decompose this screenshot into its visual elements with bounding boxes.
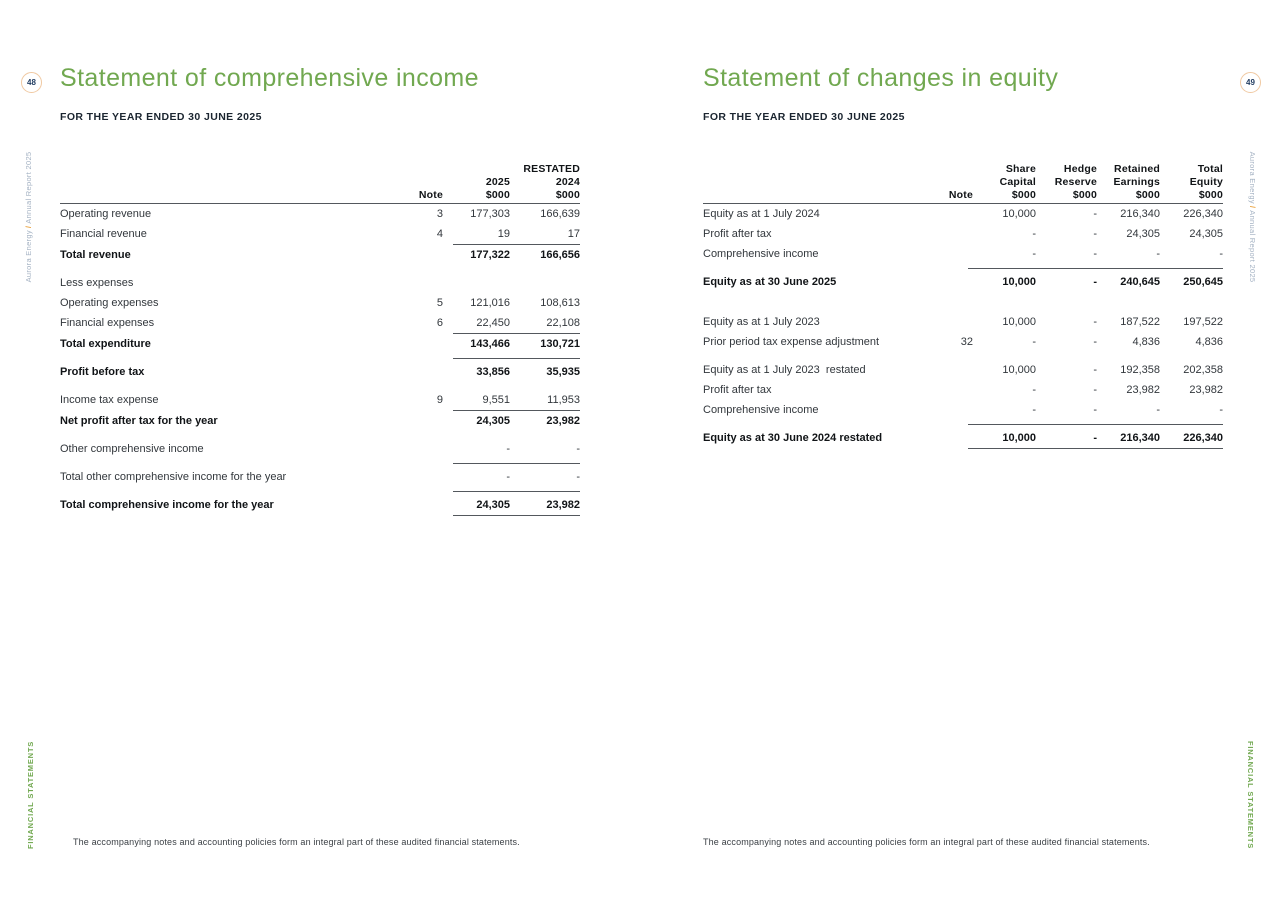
period-subtitle: FOR THE YEAR ENDED 30 JUNE 2025 xyxy=(60,111,262,123)
cell-value: 35,935 xyxy=(546,366,580,378)
table-row xyxy=(60,334,580,354)
row-label: Total comprehensive income for the year xyxy=(60,499,274,511)
table-row xyxy=(703,312,1223,332)
cell-value: 143,466 xyxy=(470,338,510,350)
cell-value: 187,522 xyxy=(1120,316,1160,328)
cell-value: 250,645 xyxy=(1183,276,1223,288)
row-label: Operating revenue xyxy=(60,208,152,220)
cell-value: 4 xyxy=(436,228,443,240)
row-label: Profit after tax xyxy=(703,228,772,240)
period-subtitle: FOR THE YEAR ENDED 30 JUNE 2025 xyxy=(703,111,905,123)
cell-value: 177,322 xyxy=(470,249,510,261)
cell-value: Share xyxy=(1005,163,1036,175)
cell-value: - xyxy=(1093,316,1097,328)
table-row xyxy=(60,293,580,313)
spacer xyxy=(703,352,1223,360)
cell-value: - xyxy=(1156,404,1160,416)
cell-value: 6 xyxy=(436,317,443,329)
cell-value: 10,000 xyxy=(1002,316,1036,328)
cell-value: 9,551 xyxy=(482,394,510,406)
cell-value: 2024 xyxy=(555,176,580,188)
cell-value: - xyxy=(506,443,510,455)
row-label: Comprehensive income xyxy=(703,248,819,260)
total-rule xyxy=(453,515,580,516)
cell-value: 166,656 xyxy=(540,249,580,261)
cell-value: 23,982 xyxy=(546,499,580,511)
cell-value: 2025 xyxy=(485,176,510,188)
table-header-row xyxy=(60,188,580,201)
row-label: Financial revenue xyxy=(60,228,147,240)
cell-value: 17 xyxy=(567,228,580,240)
cell-value: 24,305 xyxy=(476,415,510,427)
spacer xyxy=(60,382,580,390)
cell-value: 32 xyxy=(960,336,973,348)
footnote: The accompanying notes and accounting policies form an integral part of these audited financial statements. xyxy=(73,837,520,847)
table-row xyxy=(703,244,1223,264)
row-label: Equity as at 30 June 2025 xyxy=(703,276,837,288)
table-row xyxy=(60,390,580,410)
row-label: Equity as at 1 July 2023 restated xyxy=(703,364,866,376)
cell-value: 10,000 xyxy=(1002,432,1036,444)
cell-value: Equity xyxy=(1189,176,1223,188)
spine-brand: Aurora Energy xyxy=(1248,151,1257,204)
cell-value: - xyxy=(1219,248,1223,260)
row-label: Profit after tax xyxy=(703,384,772,396)
cell-value: 24,305 xyxy=(476,499,510,511)
spine-slash: / xyxy=(1248,205,1257,209)
page-title: Statement of changes in equity xyxy=(703,64,1059,92)
cell-value: - xyxy=(1093,248,1097,260)
row-label: Total revenue xyxy=(60,249,131,261)
row-label: Profit before tax xyxy=(60,366,145,378)
cell-value: 4,836 xyxy=(1195,336,1223,348)
cell-value: - xyxy=(1093,364,1097,376)
section-label-left: FINANCIAL STATEMENTS xyxy=(26,740,35,850)
cell-value: Reserve xyxy=(1054,176,1097,188)
cell-value: 121,016 xyxy=(470,297,510,309)
row-label: Financial expenses xyxy=(60,317,155,329)
spine-slash: / xyxy=(24,225,33,229)
cell-value: 23,982 xyxy=(1126,384,1160,396)
cell-value: 33,856 xyxy=(476,366,510,378)
cell-value: 177,303 xyxy=(470,208,510,220)
cell-value: 192,358 xyxy=(1120,364,1160,376)
row-label: Less expenses xyxy=(60,277,134,289)
table-row xyxy=(60,245,580,265)
table-header-row xyxy=(703,175,1223,188)
cell-value: 166,639 xyxy=(540,208,580,220)
spacer xyxy=(60,431,580,439)
table-row xyxy=(703,224,1223,244)
page-title: Statement of comprehensive income xyxy=(60,64,479,92)
cell-value: $000 xyxy=(555,189,580,201)
footnote: The accompanying notes and accounting policies form an integral part of these audited financial statements. xyxy=(703,837,1150,847)
cell-value: 108,613 xyxy=(540,297,580,309)
cell-value: - xyxy=(576,443,580,455)
cell-value: 23,982 xyxy=(1189,384,1223,396)
page-number: 49 xyxy=(1246,78,1255,87)
row-label: Other comprehensive income xyxy=(60,443,204,455)
table-row xyxy=(703,204,1223,224)
cell-value: 9 xyxy=(436,394,443,406)
cell-value: - xyxy=(1032,404,1036,416)
cell-value: 11,953 xyxy=(547,394,580,406)
table-row xyxy=(60,273,580,293)
cell-value: Capital xyxy=(999,176,1036,188)
table-header-row xyxy=(703,188,1223,201)
cell-value: 3 xyxy=(436,208,443,220)
table-row xyxy=(703,400,1223,420)
cell-value: 23,982 xyxy=(546,415,580,427)
cell-value: 22,450 xyxy=(476,317,510,329)
table-header-row xyxy=(60,175,580,188)
cell-value: Retained xyxy=(1114,163,1160,175)
cell-value: - xyxy=(1156,248,1160,260)
row-label: Total other comprehensive income for the year xyxy=(60,471,287,483)
cell-value: 4,836 xyxy=(1132,336,1160,348)
row-label: Net profit after tax for the year xyxy=(60,415,218,427)
cell-value: $000 xyxy=(1072,189,1097,201)
row-label: Income tax expense xyxy=(60,394,159,406)
cell-value: Hedge xyxy=(1063,163,1097,175)
cell-value: 197,522 xyxy=(1183,316,1223,328)
cell-value: Total xyxy=(1197,163,1223,175)
cell-value: 202,358 xyxy=(1183,364,1223,376)
page-comprehensive-income xyxy=(60,64,581,864)
spine-text-right xyxy=(1247,142,1257,292)
table-row xyxy=(703,380,1223,400)
cell-value: - xyxy=(506,471,510,483)
cell-value: 216,340 xyxy=(1120,432,1160,444)
cell-value: 24,305 xyxy=(1189,228,1223,240)
comprehensive-income-table xyxy=(60,162,580,516)
cell-value: 130,721 xyxy=(540,338,580,350)
table-row xyxy=(60,411,580,431)
cell-value: - xyxy=(576,471,580,483)
page-number-badge-left xyxy=(21,72,42,93)
table-row xyxy=(60,313,580,333)
spacer xyxy=(60,265,580,273)
spine-brand: Aurora Energy xyxy=(24,230,33,283)
table-row xyxy=(60,439,580,459)
cell-value: - xyxy=(1219,404,1223,416)
cell-value: - xyxy=(1093,336,1097,348)
page-number-badge-right xyxy=(1240,72,1261,93)
changes-in-equity-table xyxy=(703,162,1223,449)
cell-value: - xyxy=(1093,432,1097,444)
row-label: Equity as at 1 July 2023 xyxy=(703,316,820,328)
cell-value: $000 xyxy=(1198,189,1223,201)
table-row xyxy=(60,224,580,244)
row-label: Equity as at 30 June 2024 restated xyxy=(703,432,883,444)
cell-value: 10,000 xyxy=(1002,276,1036,288)
cell-value: 22,108 xyxy=(546,317,580,329)
table-row xyxy=(703,332,1223,352)
cell-value: $000 xyxy=(1135,189,1160,201)
page-number: 48 xyxy=(27,78,36,87)
row-label: Total expenditure xyxy=(60,338,151,350)
spacer xyxy=(703,292,1223,312)
cell-value: Note xyxy=(948,189,973,201)
cell-value: - xyxy=(1093,276,1097,288)
cell-value: 226,340 xyxy=(1183,432,1223,444)
cell-value: RESTATED xyxy=(523,163,580,175)
row-label: Equity as at 1 July 2024 xyxy=(703,208,820,220)
cell-value: Earnings xyxy=(1113,176,1160,188)
cell-value: Note xyxy=(418,189,443,201)
spine-text-left xyxy=(24,142,34,292)
table-row xyxy=(703,272,1223,292)
cell-value: - xyxy=(1032,336,1036,348)
page-changes-in-equity xyxy=(703,64,1224,864)
cell-value: 226,340 xyxy=(1183,208,1223,220)
cell-value: - xyxy=(1093,208,1097,220)
table-header-row xyxy=(703,162,1223,175)
cell-value: - xyxy=(1032,384,1036,396)
row-label: Prior period tax expense adjustment xyxy=(703,336,880,348)
table-row xyxy=(60,467,580,487)
cell-value: 24,305 xyxy=(1126,228,1160,240)
cell-value: - xyxy=(1032,248,1036,260)
cell-value: - xyxy=(1093,228,1097,240)
table-row xyxy=(60,204,580,224)
cell-value: 5 xyxy=(436,297,443,309)
cell-value: 10,000 xyxy=(1002,364,1036,376)
spine-report: Annual Report 2025 xyxy=(1248,210,1257,283)
cell-value: $000 xyxy=(485,189,510,201)
table-row xyxy=(703,360,1223,380)
row-label: Operating expenses xyxy=(60,297,159,309)
cell-value: - xyxy=(1093,404,1097,416)
cell-value: 240,645 xyxy=(1120,276,1160,288)
cell-value: - xyxy=(1093,384,1097,396)
cell-value: 19 xyxy=(497,228,510,240)
table-header-row xyxy=(60,162,580,175)
section-label-right: FINANCIAL STATEMENTS xyxy=(1246,740,1255,850)
total-rule xyxy=(968,448,1223,449)
cell-value: $000 xyxy=(1011,189,1036,201)
cell-value: - xyxy=(1032,228,1036,240)
table-row xyxy=(60,495,580,515)
table-row xyxy=(60,362,580,382)
table-row xyxy=(703,428,1223,448)
cell-value: 216,340 xyxy=(1120,208,1160,220)
cell-value: 10,000 xyxy=(1002,208,1036,220)
spine-report: Annual Report 2025 xyxy=(24,151,33,224)
row-label: Comprehensive income xyxy=(703,404,819,416)
